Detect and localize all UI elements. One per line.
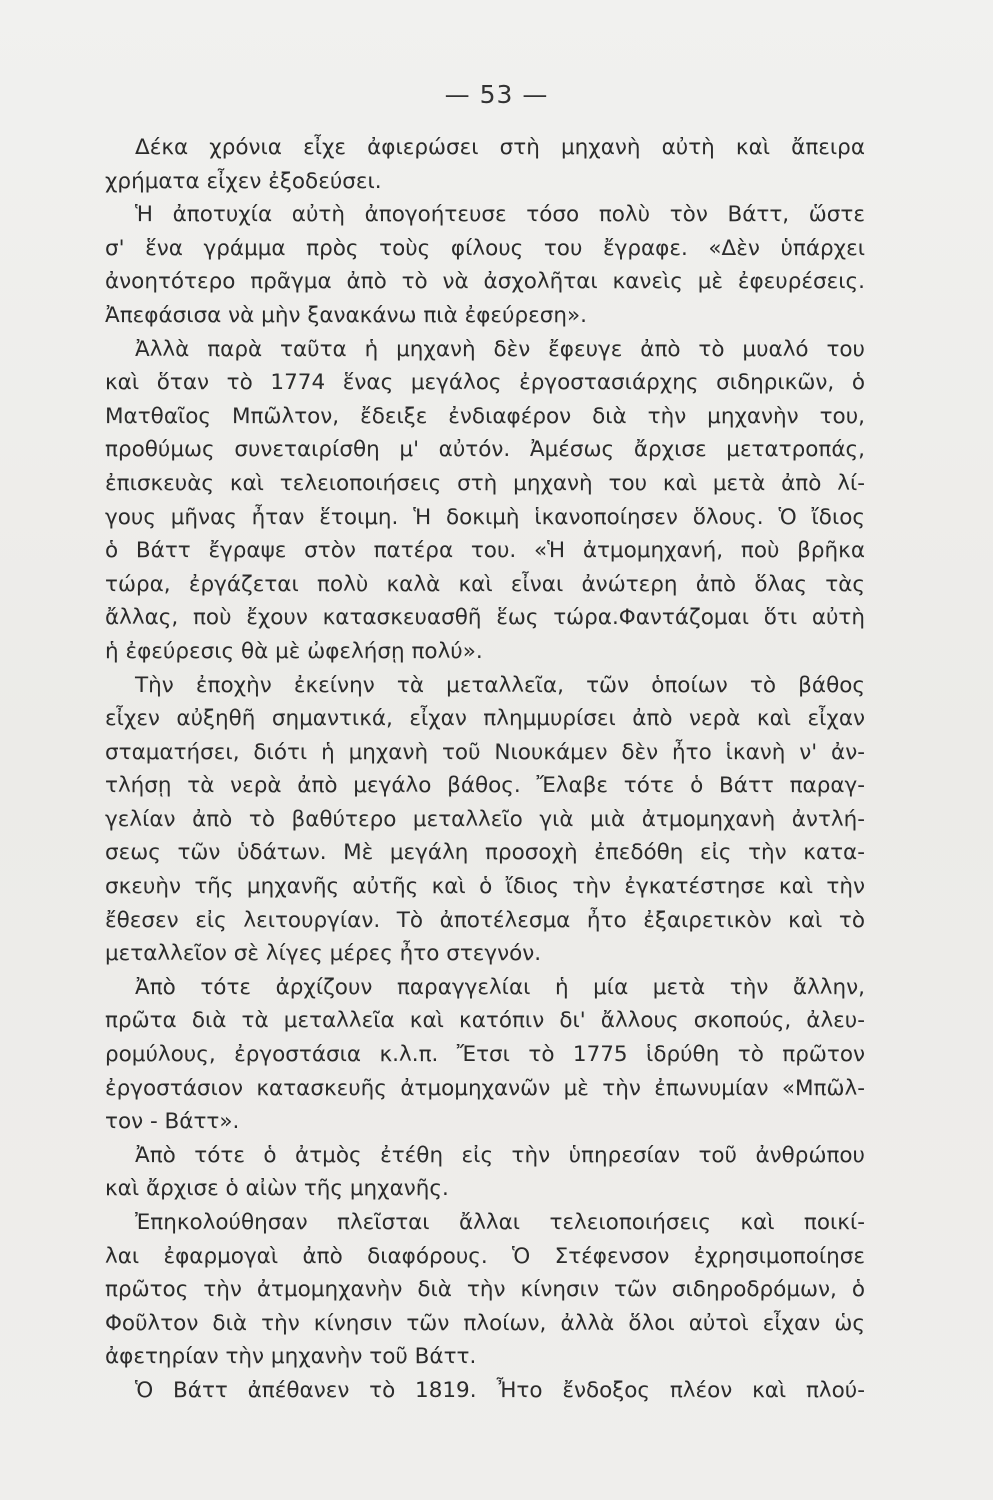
text-line: Ἐπηκολούθησαν πλεῖσται ἄλλαι τελειοποιήσεις καὶ ποικί- <box>135 1210 865 1235</box>
text-line: ὁ Βάττ ἔγραψε στὸν πατέρα του. «Ἡ ἀτμομηχανή, ποὺ βρῆκα <box>105 538 865 564</box>
text-line: ρομύλους, ἐργοστάσια κ.λ.π. Ἔτσι τὸ 1775 ἱδρύθη τὸ πρῶτον <box>105 1042 865 1068</box>
text-line: τον - Βάττ». <box>105 1109 240 1135</box>
text-line: Ἀπὸ τότε ἀρχίζουν παραγγελίαι ἡ μία μετὰ τὴν ἄλλην, <box>135 974 865 1000</box>
text-line: Φοῦλτον διὰ τὴν κίνησιν τῶν πλοίων, ἀλλὰ ὅλοι αὐτοὶ εἶχαν ὡς <box>105 1310 865 1336</box>
text-line: σταματήσει, διότι ἡ μηχανὴ τοῦ Νιουκάμεν δὲν ἦτο ἱκανὴ ν' ἀν- <box>105 739 865 765</box>
text-line: ἀνοητότερο πρᾶγμα ἀπὸ τὸ νὰ ἀσχολῆται κανεὶς μὲ ἐφευρέσεις. <box>105 269 865 295</box>
text-line: σκευὴν τῆς μηχανῆς αὐτῆς καὶ ὁ ἴδιος τὴν ἐγκατέστησε καὶ τὴν <box>105 874 865 900</box>
text-line: Δέκα χρόνια εἶχε ἀφιερώσει στὴ μηχανὴ αὐτὴ καὶ ἄπειρα <box>135 135 865 160</box>
text-line: Ὁ Βάττ ἀπέθανεν τὸ 1819. Ἦτο ἔνδοξος πλέον καὶ πλού- <box>135 1377 865 1403</box>
text-line: ἔθεσεν εἰς λειτουργίαν. Τὸ ἀποτέλεσμα ἦτο ἐξαιρετικὸν καὶ τὸ <box>105 907 865 933</box>
body-text <box>105 131 865 1408</box>
text-line: Ἡ ἀποτυχία αὐτὴ ἀπογοήτευσε τόσο πολὺ τὸν Βάττ, ὥστε <box>135 202 865 228</box>
text-line: τώρα, ἐργάζεται πολὺ καλὰ καὶ εἶναι ἀνώτερη ἀπὸ ὅλας τὰς <box>105 571 865 597</box>
text-line: πρῶτος τὴν ἀτμομηχανὴν διὰ τὴν κίνησιν τῶν σιδηροδρόμων, ὁ <box>105 1277 865 1303</box>
text-line: σεως τῶν ὑδάτων. Μὲ μεγάλη προσοχὴ ἐπεδόθη εἰς τὴν κατα- <box>105 840 865 866</box>
text-line: ἐργοστάσιον κατασκευῆς ἀτμομηχανῶν μὲ τὴν ἐπωνυμίαν «Μπῶλ- <box>105 1075 865 1101</box>
text-line: προθύμως συνεταιρίσθη μ' αὐτόν. Ἀμέσως ἄρχισε μετατροπάς, <box>105 437 865 463</box>
text-line: μεταλλεῖον σὲ λίγες μέρες ἦτο στεγνόν. <box>105 941 542 967</box>
text-line: χρήματα εἶχεν ἐξοδεύσει. <box>105 168 382 194</box>
text-line: γελίαν ἀπὸ τὸ βαθύτερο μεταλλεῖο γιὰ μιὰ ἀτμομηχανὴ ἀντλή- <box>105 806 865 832</box>
text-line: καὶ ὅταν τὸ 1774 ἕνας μεγάλος ἐργοστασιάρχης σιδηρικῶν, ὁ <box>105 370 865 396</box>
text-line: καὶ ἄρχισε ὁ αἰὼν τῆς μηχανῆς. <box>105 1176 449 1202</box>
text-line: σ' ἕνα γράμμα πρὸς τοὺς φίλους του ἔγραφε. «Δὲν ὑπάρχει <box>105 235 865 261</box>
text-line: Ἀλλὰ παρὰ ταῦτα ἡ μηχανὴ δὲν ἔφευγε ἀπὸ τὸ μυαλό του <box>135 336 865 362</box>
text-line: ἄλλας, ποὺ ἔχουν κατασκευασθῆ ἕως τώρα.Φαντάζομαι ὅτι αὐτὴ <box>105 605 865 631</box>
text-line: τλήσῃ τὰ νερὰ ἀπὸ μεγάλο βάθος. Ἔλαβε τότε ὁ Βάττ παραγ- <box>105 773 865 799</box>
text-line: Ἀπὸ τότε ὁ ἀτμὸς ἐτέθη εἰς τὴν ὑπηρεσίαν τοῦ ἀνθρώπου <box>135 1142 865 1168</box>
text-line: Ματθαῖος Μπῶλτον, ἔδειξε ἐνδιαφέρον διὰ τὴν μηχανὴν του, <box>105 403 865 429</box>
text-line: εἶχεν αὐξηθῆ σημαντικά, εἶχαν πλημμυρίσει ἀπὸ νερὰ καὶ εἶχαν <box>105 706 865 732</box>
text-line: λαι ἐφαρμογαὶ ἀπὸ διαφόρους. Ὁ Στέφενσον ἐχρησιμοποίησε <box>105 1243 865 1269</box>
text-line: πρῶτα διὰ τὰ μεταλλεῖα καὶ κατόπιν δι' ἄλλους σκοπούς, ἀλευ- <box>105 1008 865 1034</box>
text-line: Ἀπεφάσισα νὰ μὴν ξανακάνω πιὰ ἐφεύρεση». <box>105 302 587 328</box>
text-line: ἡ ἐφεύρεσις θὰ μὲ ὠφελήσῃ πολύ». <box>105 638 483 664</box>
text-line: Τὴν ἐποχὴν ἐκείνην τὰ μεταλλεῖα, τῶν ὁποίων τὸ βάθος <box>135 672 865 698</box>
text-line: ἐπισκευὰς καὶ τελειοποιήσεις στὴ μηχανὴ του καὶ μετὰ ἀπὸ λί- <box>105 470 865 496</box>
text-line: ἀφετηρίαν τὴν μηχανὴν τοῦ Βάττ. <box>105 1344 477 1370</box>
text-line: γους μῆνας ἦταν ἕτοιμη. Ἡ δοκιμὴ ἱκανοποίησεν ὅλους. Ὁ ἴδιος <box>105 504 865 530</box>
page-number: — 53 — <box>444 80 549 109</box>
